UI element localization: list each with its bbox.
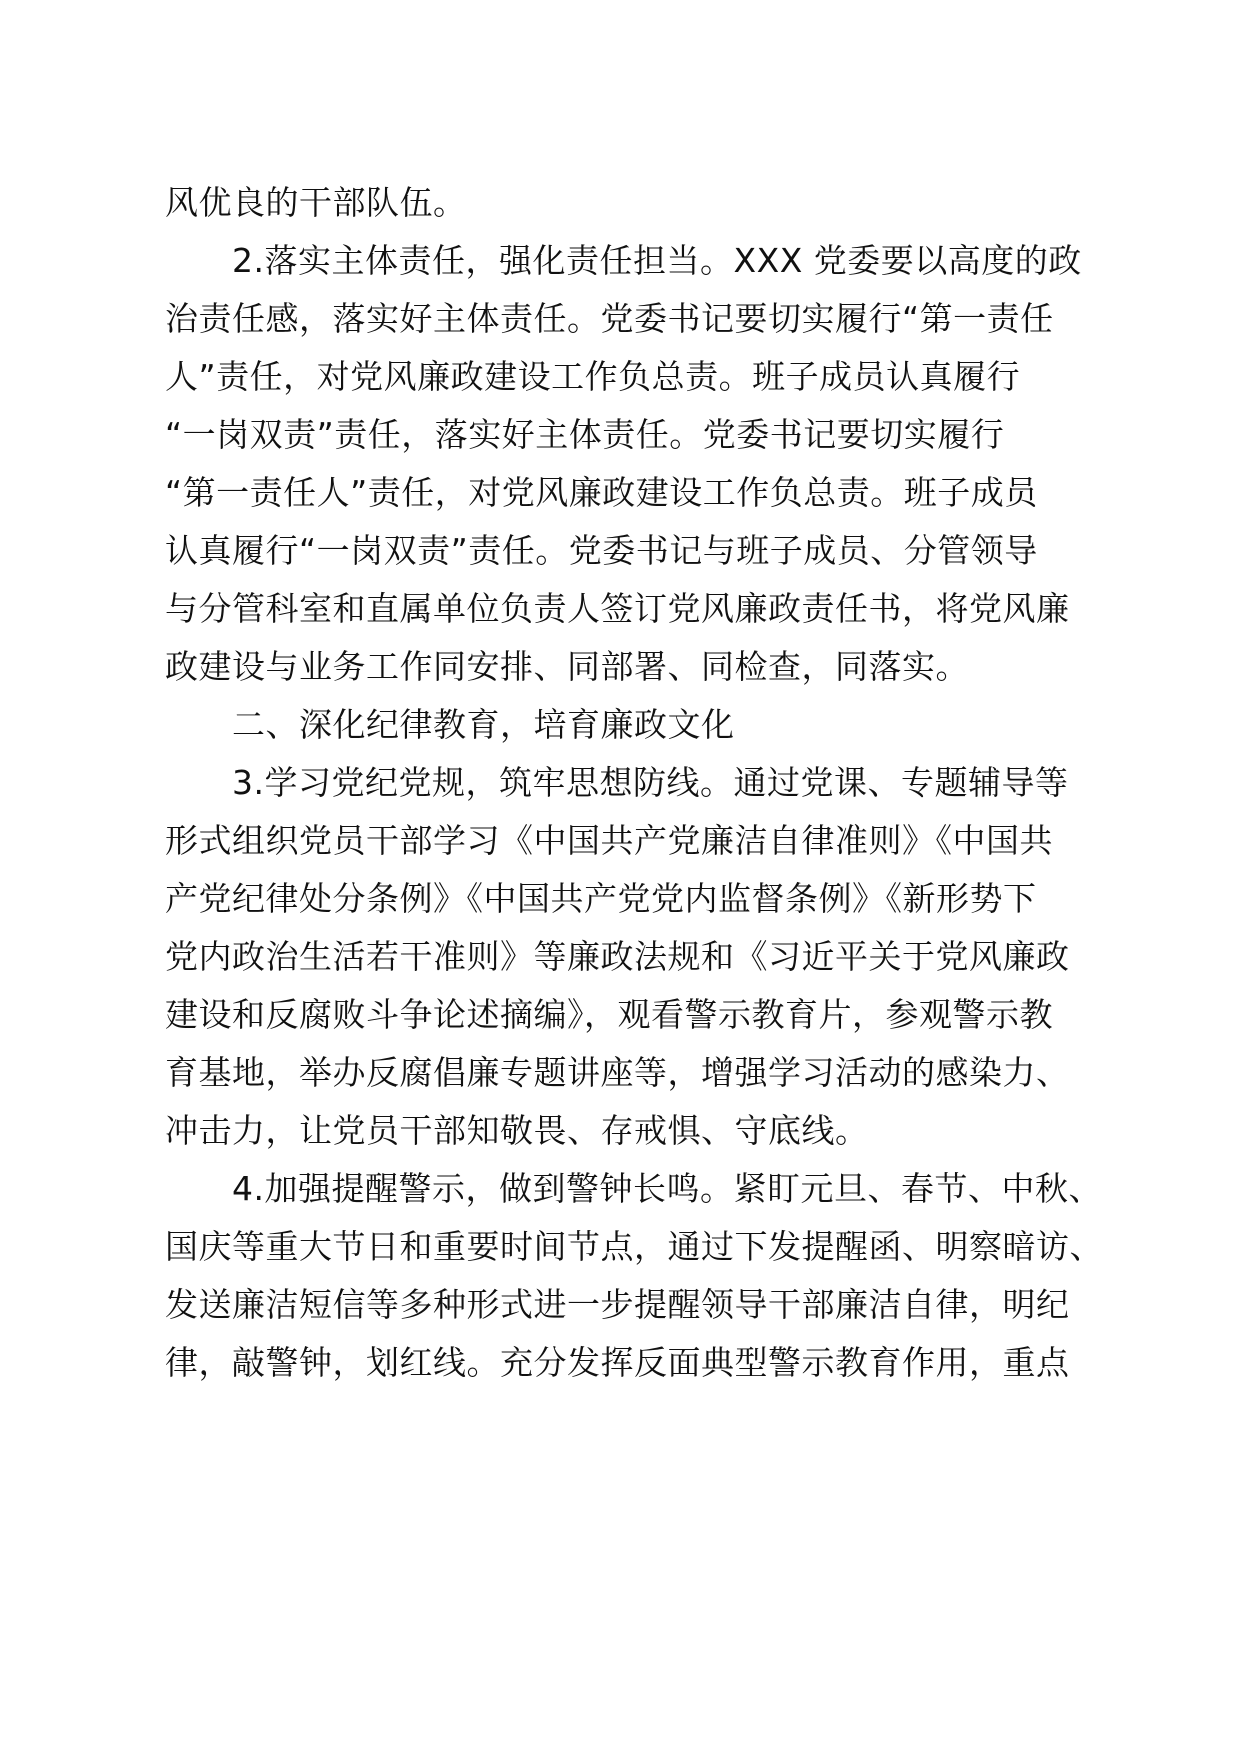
text-line: 育基地，举办反腐倡廉专题讲座等，增强学习活动的感染力、: [165, 1053, 1070, 1092]
text-line: “一岗双责”责任，落实好主体责任。党委书记要切实履行: [165, 415, 1005, 454]
text-line: 律，敲警钟，划红线。充分发挥反面典型警示教育作用，重点: [165, 1343, 1070, 1382]
text-line: 与分管科室和直属单位负责人签订党风廉政责任书，将党风廉: [165, 589, 1070, 628]
text-line: 党内政治生活若干准则》等廉政法规和《习近平关于党风廉政: [165, 937, 1070, 976]
text-line: 产党纪律处分条例》《中国共产党党内监督条例》《新形势下: [165, 879, 1037, 918]
text-line: 建设和反腐败斗争论述摘编》，观看警示教育片，参观警示教: [165, 995, 1053, 1034]
paragraph-2-heading: 2.落实主体责任，强化责任担当。XXX 党委要以高度的政: [232, 241, 1082, 280]
paragraph-4-heading: 4.加强提醒警示，做到警钟长鸣。紧盯元旦、春节、中秋、: [232, 1169, 1102, 1208]
text-line: 冲击力，让党员干部知敬畏、存戒惧、守底线。: [165, 1111, 869, 1150]
text-line: 政建设与业务工作同安排、同部署、同检查，同落实。: [165, 647, 969, 686]
text-line: 治责任感，落实好主体责任。党委书记要切实履行“第一责任: [165, 299, 1054, 338]
text-line: 认真履行“一岗双责”责任。党委书记与班子成员、分管领导: [165, 531, 1038, 570]
paragraph-3-heading: 3.学习党纪党规，筑牢思想防线。通过党课、专题辅导等: [232, 763, 1069, 802]
section-heading: 二、深化纪律教育，培育廉政文化: [232, 705, 735, 744]
text-line: “第一责任人”责任，对党风廉政建设工作负总责。班子成员: [165, 473, 1038, 512]
text-line: 国庆等重大节日和重要时间节点，通过下发提醒函、明察暗访、: [165, 1227, 1103, 1266]
text-line: 形式组织党员干部学习《中国共产党廉洁自律准则》《中国共: [165, 821, 1053, 860]
text-line: 人”责任，对党风廉政建设工作负总责。班子成员认真履行: [165, 357, 1021, 396]
text-line: 发送廉洁短信等多种形式进一步提醒领导干部廉洁自律，明纪: [165, 1285, 1070, 1324]
text-line: 风优良的干部队伍。: [165, 183, 467, 222]
